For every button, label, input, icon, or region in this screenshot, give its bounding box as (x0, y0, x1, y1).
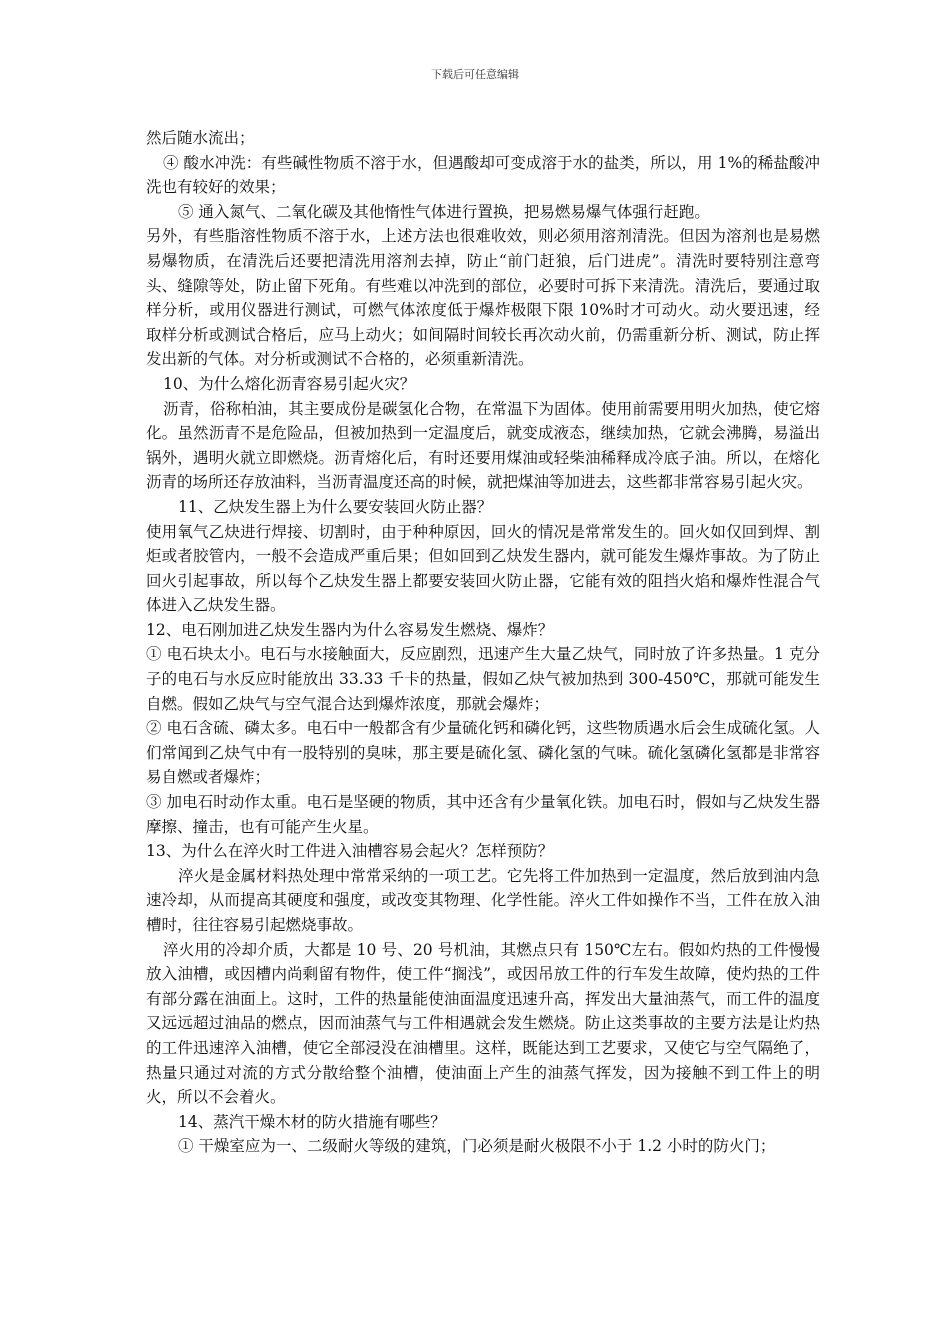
paragraph: 沥青，俗称柏油，其主要成份是碳氢化合物，在常温下为固体。使用前需要用明火加热，使它熔化。虽然沥青不是危险品，但被加热到一定温度后，就变成液态，继续加热，它就会沸腾，易溢出锅外，遇明火就立即燃烧。沥青熔化后，有时还要用煤油或轻柴油稀释成冷底子油。所以，在熔化沥青的场所还存放油料，当沥青温度还高的时候，就把煤油等加进去，这些都非常容易引起火灾。 (146, 399, 820, 492)
paragraph: ① 电石块太小。电石与水接触面大，反应剧烈，迅速产生大量乙炔气，同时放了许多热量。1 克分子的电石与水反应时能放出 33.33 千卡的热量，假如乙炔气被加热到 300-450℃，那就可能发生自燃。假如乙炔气与空气混合达到爆炸浓度，那就会爆炸； (146, 645, 820, 713)
paragraph: ② 电石含硫、磷太多。电石中一般都含有少量硫化钙和磷化钙，这些物质遇水后会生成硫化氢。人们常闻到乙炔气中有一股特别的臭味，那主要是硫化氢、磷化氢的气味。硫化氢磷化氢都是非常容易自燃或者爆炸； (146, 719, 820, 787)
paragraph: ① 干燥室应为一、二级耐火等级的建筑，门必须是耐火极限不小于 1.2 小时的防火门； (178, 1137, 776, 1156)
paragraph: ⑤ 通入氮气、二氧化碳及其他惰性气体进行置换，把易燃易爆气体强行赶跑。 (178, 202, 710, 221)
paragraph: 淬火用的冷却介质，大都是 10 号、20 号机油，其燃点只有 150℃左右。假如灼热的工件慢慢放入油槽，或因槽内尚剩留有物件，使工件“搁浅”，或因吊放工件的行车发生故障，使灼热的工件有部分露在油面上。这时，工件的热量能使油面温度迅速升高，挥发出大量油蒸气，而工件的温度又远远超过油品的燃点，因而油蒸气与工件相遇就会发生燃烧。防止这类事故的主要方法是让灼热的工件迅速淬入油槽，使它全部浸没在油槽里。这样，既能达到工艺要求，又使它与空气隔绝了，热量只通过对流的方式分散给整个油槽，使油面上产生的油蒸气挥发，因为接触不到工件上的明火，所以不会着火。 (146, 940, 820, 1107)
question-heading: 14、蒸汽干燥木材的防火措施有哪些？ (178, 1112, 446, 1131)
question-heading: 13、为什么在淬火时工件进入油槽容易会起火？怎样预防？ (146, 842, 554, 861)
paragraph: 淬火是金属材料热处理中常常采纳的一项工艺。它先将工件加热到一定温度，然后放到油内急速冷却，从而提高其硬度和强度，或改变其物理、化学性能。淬火工件如操作不当，工件在放入油槽时，往往容易引起燃烧事故。 (146, 866, 820, 934)
paragraph: 然后随水流出； (146, 129, 255, 147)
question-heading: 11、乙炔发生器上为什么要安装回火防止器？ (178, 497, 493, 516)
question-heading: 12、电石刚加进乙炔发生器内为什么容易发生燃烧、爆炸？ (146, 620, 554, 639)
paragraph: ④ 酸水冲洗：有些碱性物质不溶于水，但遇酸却可变成溶于水的盐类，所以，用 1%的稀盐酸冲洗也有较好的效果； (146, 153, 820, 197)
paragraph: 使用氧气乙炔进行焊接、切割时，由于种种原因，回火的情况是常常发生的。回火如仅回到焊、割炬或者胶管内，一般不会造成严重后果；但如回到乙炔发生器内，就可能发生爆炸事故。为了防止回火引起事故，所以每个乙炔发生器上都要安装回火防止器，它能有效的阻挡火焰和爆炸性混合气体进入乙炔发生器。 (146, 522, 820, 615)
paragraph: ③ 加电石时动作太重。电石是坚硬的物质，其中还含有少量氧化铁。加电石时，假如与乙炔发生器摩擦、撞击，也有可能产生火星。 (146, 793, 820, 836)
paragraph: 另外，有些脂溶性物质不溶于水，上述方法也很难收效，则必须用溶剂清洗。但因为溶剂也是易燃易爆物质，在清洗后还要把清洗用溶剂去掉，防止“前门赶狼，后门进虎”。清洗时要特别注意弯头、缝隙等处，防止留下死角。有些难以冲洗到的部位，必要时可拆下来清洗。清洗后，要通过取样分析，或用仪器进行测试，可燃气体浓度低于爆炸极限下限 10%时才可动火。动火要迅速，经取样分析或测试合格后，应马上动火；如间隔时间较长再次动火前，仍需重新分析、测试，防止挥发出新的气体。对分析或测试不合格的，必须重新清洗。 (146, 227, 820, 369)
document-body (146, 126, 820, 1159)
question-heading: 10、为什么熔化沥青容易引起火灾？ (163, 374, 416, 393)
page-header: 下载后可任意编辑 (431, 68, 519, 81)
